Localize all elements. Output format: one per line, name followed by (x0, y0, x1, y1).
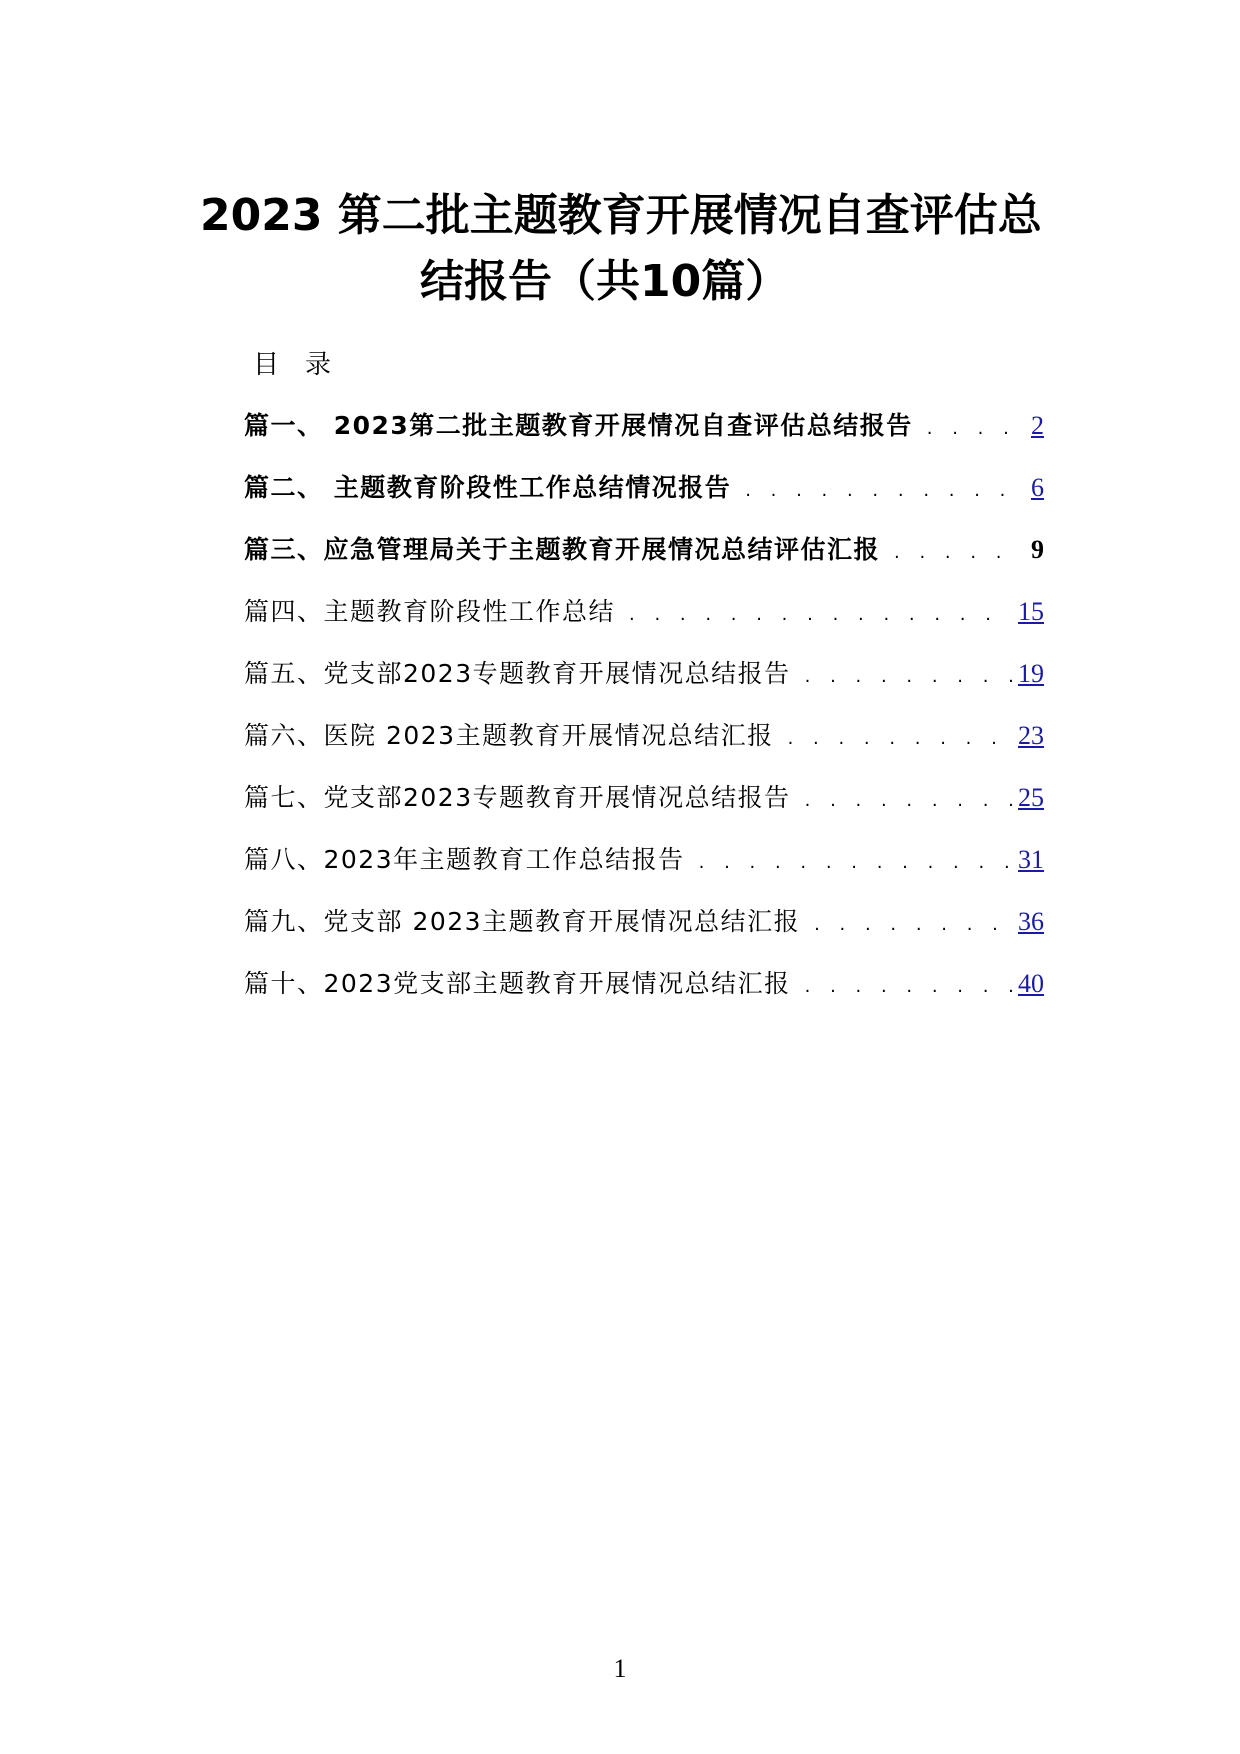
toc-dot-leader (699, 845, 1012, 881)
toc-entry[interactable] (244, 966, 1044, 1028)
toc-entry[interactable] (244, 470, 1044, 532)
toc-dot-leader (814, 907, 1012, 943)
document-title (0, 183, 1240, 315)
toc-entry-title: 篇三、应急管理局关于主题教育开展情况总结评估汇报 (244, 535, 881, 564)
toc-entry[interactable] (244, 594, 1044, 656)
toc-entry-title: 篇五、党支部2023专题教育开展情况总结报告 (244, 659, 791, 688)
toc-dot-leader (788, 721, 1012, 757)
toc-page-link[interactable]: 25 (1018, 783, 1044, 812)
toc-page-link[interactable]: 36 (1018, 907, 1044, 936)
title-line-2: 结报告（共10篇） (420, 256, 790, 307)
toc-dot-leader (927, 411, 1012, 447)
toc-dot-leader (894, 535, 1012, 571)
toc-entry[interactable] (244, 656, 1044, 718)
title-line-1: 2023 第二批主题教育开展情况自查评估总 (200, 190, 1042, 241)
toc-entry-title: 篇一、 2023第二批主题教育开展情况自查评估总结报告 (244, 411, 913, 440)
toc-entry[interactable] (244, 904, 1044, 966)
toc-page-link[interactable]: 23 (1018, 721, 1044, 750)
toc-dot-leader (745, 473, 1012, 509)
toc-dot-leader (805, 783, 1012, 819)
toc-page-link: 9 (1031, 535, 1044, 564)
toc-page-link[interactable]: 6 (1031, 473, 1044, 502)
toc-page-link[interactable]: 15 (1018, 597, 1044, 626)
toc-entry-title: 篇七、党支部2023专题教育开展情况总结报告 (244, 783, 791, 812)
toc-page-link[interactable]: 19 (1018, 659, 1044, 688)
toc-entry-title: 篇十、2023党支部主题教育开展情况总结汇报 (244, 969, 791, 998)
toc-entry-title: 篇八、2023年主题教育工作总结报告 (244, 845, 685, 874)
toc-entry[interactable] (244, 842, 1044, 904)
toc-entry-title: 篇九、党支部 2023主题教育开展情况总结汇报 (244, 907, 801, 936)
toc-page-link[interactable]: 2 (1031, 411, 1044, 440)
toc-entry[interactable] (244, 532, 1044, 594)
toc-entry-title: 篇二、 主题教育阶段性工作总结情况报告 (244, 473, 732, 502)
toc-dot-leader (805, 969, 1012, 1005)
toc-page-link[interactable]: 31 (1018, 845, 1044, 874)
toc-entry-title: 篇四、主题教育阶段性工作总结 (244, 597, 616, 626)
table-of-contents (244, 408, 1044, 1028)
toc-entry[interactable] (244, 408, 1044, 470)
toc-page-link[interactable]: 40 (1018, 969, 1044, 998)
toc-entry-title: 篇六、医院 2023主题教育开展情况总结汇报 (244, 721, 774, 750)
toc-dot-leader (629, 597, 1012, 633)
page-number: 1 (613, 1654, 627, 1683)
toc-heading: 目录 (253, 350, 358, 380)
toc-entry[interactable] (244, 718, 1044, 780)
toc-entry[interactable] (244, 780, 1044, 842)
toc-dot-leader (805, 659, 1012, 695)
